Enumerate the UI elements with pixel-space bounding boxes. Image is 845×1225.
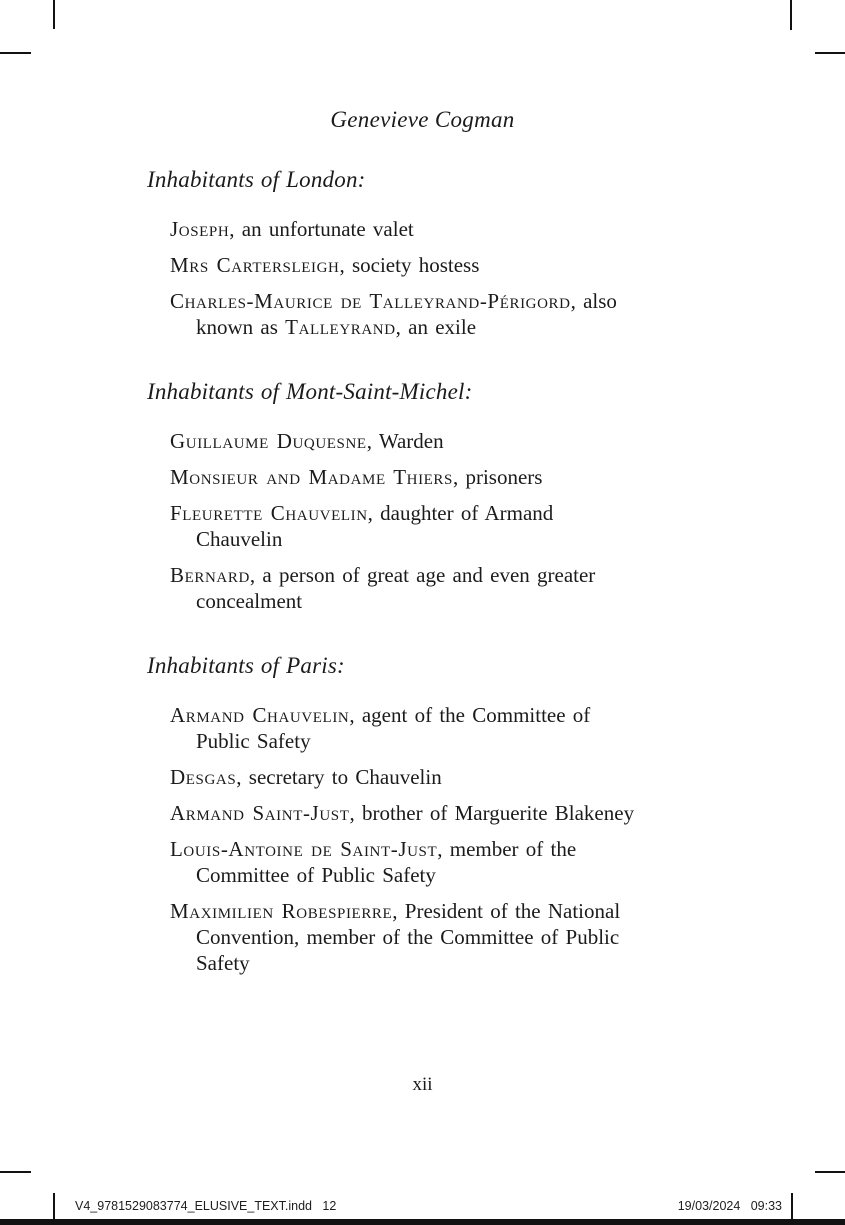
- character-name: Charles-Maurice de Talleyrand-Périgord: [170, 289, 571, 313]
- trim-line-footer-right: [791, 1193, 793, 1220]
- character-name: Bernard: [170, 563, 250, 587]
- character-entry: [170, 428, 737, 454]
- character-description: concealment: [196, 589, 303, 613]
- section-heading: Inhabitants of London:: [147, 167, 366, 192]
- character-name: Armand Saint-Just: [170, 801, 350, 825]
- character-name: Louis-Antoine de Saint-Just: [170, 837, 438, 861]
- character-entry: [170, 464, 737, 490]
- character-name: Desgas: [170, 765, 237, 789]
- character-description: , prisoners: [452, 465, 543, 489]
- character-description: Convention, member of the Committee of Public: [196, 925, 620, 949]
- character-description: , also: [570, 289, 617, 313]
- character-description: known as: [196, 315, 286, 339]
- crop-mark-top-right-horizontal: [815, 52, 845, 54]
- bottom-black-bar: [0, 1219, 845, 1225]
- crop-mark-top-left-vertical: [53, 0, 55, 29]
- crop-mark-top-left-horizontal: [0, 52, 31, 54]
- character-entry: [170, 252, 737, 278]
- section-heading: Inhabitants of Paris:: [147, 653, 345, 678]
- character-name: Guillaume Duquesne: [170, 429, 367, 453]
- character-entry: [170, 216, 737, 242]
- character-entry: [170, 288, 737, 340]
- character-description: Safety: [196, 951, 250, 975]
- character-name: Fleurette Chauvelin: [170, 501, 368, 525]
- character-description: Chauvelin: [196, 527, 283, 551]
- character-description: , secretary to Chauvelin: [236, 765, 442, 789]
- character-entry: [170, 800, 737, 826]
- character-entry: [170, 836, 737, 888]
- trim-line-footer-left: [53, 1193, 55, 1220]
- section-heading: Inhabitants of Mont-Saint-Michel:: [147, 379, 473, 404]
- character-entry: [170, 898, 737, 976]
- character-description: , agent of the Committee of: [349, 703, 591, 727]
- character-name: Maximilien Robespierre: [170, 899, 393, 923]
- character-entry: [170, 500, 737, 552]
- character-description: , an exile: [395, 315, 477, 339]
- footer-filename: V4_9781529083774_ELUSIVE_TEXT.indd 12: [75, 1199, 337, 1213]
- character-description: , President of the National: [392, 899, 621, 923]
- entry-list: [170, 428, 737, 614]
- running-header-author: Genevieve Cogman: [330, 107, 515, 132]
- character-name: Monsieur and Madame Thiers: [170, 465, 453, 489]
- character-entry: [170, 562, 737, 614]
- footer-timestamp: 19/03/2024 09:33: [677, 1199, 782, 1213]
- character-name: Talleyrand: [285, 315, 396, 339]
- character-description: Committee of Public Safety: [196, 863, 436, 887]
- crop-mark-bottom-right-horizontal: [815, 1171, 845, 1173]
- character-description: , Warden: [366, 429, 444, 453]
- character-description: , an unfortunate valet: [229, 217, 414, 241]
- character-description: , member of the: [437, 837, 577, 861]
- character-name: Mrs Cartersleigh: [170, 253, 340, 277]
- character-description: , society hostess: [339, 253, 480, 277]
- crop-mark-bottom-left-horizontal: [0, 1171, 31, 1173]
- entry-list: [170, 216, 737, 340]
- character-description: , brother of Marguerite Blakeney: [349, 801, 635, 825]
- character-description: , a person of great age and even greater: [249, 563, 596, 587]
- character-list: [147, 166, 737, 986]
- crop-mark-top-right-vertical: [790, 0, 792, 30]
- character-entry: [170, 764, 737, 790]
- character-description: , daughter of Armand: [367, 501, 554, 525]
- character-description: Public Safety: [196, 729, 311, 753]
- character-name: Armand Chauvelin: [170, 703, 350, 727]
- character-name: Joseph: [170, 217, 230, 241]
- character-entry: [170, 702, 737, 754]
- entry-list: [170, 702, 737, 976]
- page-number: xii: [412, 1074, 433, 1095]
